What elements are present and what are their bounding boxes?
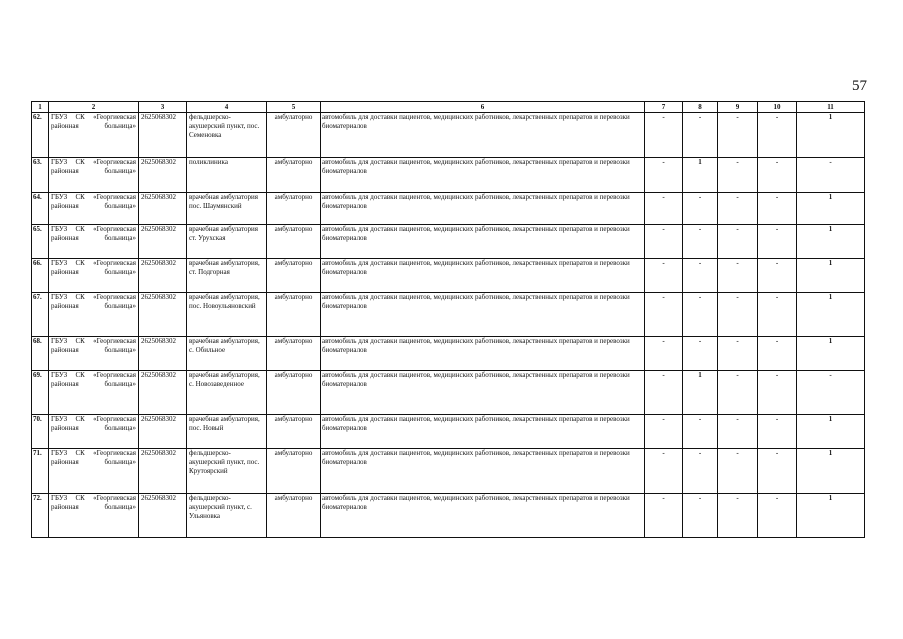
value-cell-7: - [645, 337, 683, 371]
vehicle-type-cell: автомобиль для доставки пациентов, медицинских работников, лекарственных препаратов и перевозки биоматериалов [321, 113, 645, 158]
care-mode-cell: амбулаторно [267, 415, 321, 449]
value-cell-9: - [718, 494, 758, 538]
inn-code-cell: 2625068302 [139, 113, 187, 158]
facility-cell: врачебная амбулатория, пос. Новоульяновский [187, 293, 267, 337]
value-cell-7: - [645, 293, 683, 337]
header-row [32, 102, 865, 113]
value-cell-7: - [645, 415, 683, 449]
inn-code-cell: 2625068302 [139, 225, 187, 259]
row-number-cell: 70. [32, 415, 49, 449]
column-header: 9 [718, 102, 758, 113]
value-cell-10: - [758, 113, 797, 158]
value-cell-7: - [645, 494, 683, 538]
value-cell-10: - [758, 449, 797, 494]
vehicle-allocation-table [31, 101, 865, 538]
value-cell-8: - [683, 293, 718, 337]
value-cell-11: 1 [797, 449, 865, 494]
value-cell-11: 1 [797, 113, 865, 158]
value-cell-11: 1 [797, 225, 865, 259]
value-cell-7: - [645, 225, 683, 259]
table-row [32, 494, 865, 538]
care-mode-cell: амбулаторно [267, 225, 321, 259]
organization-cell: ГБУЗ СК «Георгиевская районная больница» [49, 225, 139, 259]
care-mode-cell: амбулаторно [267, 449, 321, 494]
value-cell-9: - [718, 113, 758, 158]
facility-cell: врачебная амбулатория, с. Новозаведенное [187, 371, 267, 415]
value-cell-8: - [683, 113, 718, 158]
value-cell-8: 1 [683, 158, 718, 193]
column-header: 10 [758, 102, 797, 113]
value-cell-10: - [758, 415, 797, 449]
care-mode-cell: амбулаторно [267, 158, 321, 193]
value-cell-10: - [758, 193, 797, 225]
value-cell-9: - [718, 158, 758, 193]
facility-cell: врачебная амбулатория, с. Обильное [187, 337, 267, 371]
inn-code-cell: 2625068302 [139, 259, 187, 293]
table-row [32, 113, 865, 158]
value-cell-11: 1 [797, 415, 865, 449]
value-cell-7: - [645, 158, 683, 193]
row-number-cell: 68. [32, 337, 49, 371]
care-mode-cell: амбулаторно [267, 259, 321, 293]
vehicle-type-cell: автомобиль для доставки пациентов, медицинских работников, лекарственных препаратов и перевозки биоматериалов [321, 371, 645, 415]
vehicle-type-cell: автомобиль для доставки пациентов, медицинских работников, лекарственных препаратов и перевозки биоматериалов [321, 259, 645, 293]
organization-cell: ГБУЗ СК «Георгиевская районная больница» [49, 293, 139, 337]
value-cell-9: - [718, 371, 758, 415]
inn-code-cell: 2625068302 [139, 494, 187, 538]
care-mode-cell: амбулаторно [267, 337, 321, 371]
value-cell-9: - [718, 293, 758, 337]
table-row [32, 293, 865, 337]
row-number-cell: 62. [32, 113, 49, 158]
table-row [32, 259, 865, 293]
value-cell-8: - [683, 337, 718, 371]
column-header: 2 [49, 102, 139, 113]
facility-cell: врачебная амбулатория, ст. Подгорная [187, 259, 267, 293]
inn-code-cell: 2625068302 [139, 371, 187, 415]
facility-cell: врачебная амбулатория пос. Шаумянский [187, 193, 267, 225]
table-row [32, 193, 865, 225]
organization-cell: ГБУЗ СК «Георгиевская районная больница» [49, 449, 139, 494]
vehicle-type-cell: автомобиль для доставки пациентов, медицинских работников, лекарственных препаратов и перевозки биоматериалов [321, 193, 645, 225]
facility-cell: фельдшерско-акушерский пункт, пос. Крутоярский [187, 449, 267, 494]
column-header: 11 [797, 102, 865, 113]
value-cell-10: - [758, 293, 797, 337]
care-mode-cell: амбулаторно [267, 371, 321, 415]
row-number-cell: 64. [32, 193, 49, 225]
value-cell-8: 1 [683, 371, 718, 415]
column-header: 8 [683, 102, 718, 113]
vehicle-type-cell: автомобиль для доставки пациентов, медицинских работников, лекарственных препаратов и перевозки биоматериалов [321, 293, 645, 337]
vehicle-type-cell: автомобиль для доставки пациентов, медицинских работников, лекарственных препаратов и перевозки биоматериалов [321, 494, 645, 538]
inn-code-cell: 2625068302 [139, 415, 187, 449]
organization-cell: ГБУЗ СК «Георгиевская районная больница» [49, 337, 139, 371]
value-cell-8: - [683, 193, 718, 225]
care-mode-cell: амбулаторно [267, 193, 321, 225]
organization-cell: ГБУЗ СК «Георгиевская районная больница» [49, 113, 139, 158]
value-cell-11: 1 [797, 259, 865, 293]
value-cell-8: - [683, 415, 718, 449]
care-mode-cell: амбулаторно [267, 293, 321, 337]
facility-cell: фельдшерско-акушерский пункт, пос. Семеновка [187, 113, 267, 158]
facility-cell: поликлиника [187, 158, 267, 193]
value-cell-9: - [718, 415, 758, 449]
facility-cell: врачебная амбулатория, пос. Новый [187, 415, 267, 449]
column-header: 3 [139, 102, 187, 113]
column-header: 1 [32, 102, 49, 113]
value-cell-11: 1 [797, 193, 865, 225]
value-cell-9: - [718, 193, 758, 225]
column-header: 4 [187, 102, 267, 113]
inn-code-cell: 2625068302 [139, 193, 187, 225]
care-mode-cell: амбулаторно [267, 113, 321, 158]
value-cell-9: - [718, 259, 758, 293]
table-row [32, 158, 865, 193]
row-number-cell: 63. [32, 158, 49, 193]
value-cell-7: - [645, 371, 683, 415]
organization-cell: ГБУЗ СК «Георгиевская районная больница» [49, 193, 139, 225]
value-cell-11: 1 [797, 337, 865, 371]
row-number-cell: 69. [32, 371, 49, 415]
organization-cell: ГБУЗ СК «Георгиевская районная больница» [49, 371, 139, 415]
page-number: 57 [852, 78, 867, 94]
row-number-cell: 67. [32, 293, 49, 337]
row-number-cell: 66. [32, 259, 49, 293]
value-cell-10: - [758, 494, 797, 538]
value-cell-10: - [758, 337, 797, 371]
facility-cell: фельдшерско-акушерский пункт, с. Ульяновка [187, 494, 267, 538]
value-cell-8: - [683, 449, 718, 494]
organization-cell: ГБУЗ СК «Георгиевская районная больница» [49, 259, 139, 293]
inn-code-cell: 2625068302 [139, 158, 187, 193]
vehicle-type-cell: автомобиль для доставки пациентов, медицинских работников, лекарственных препаратов и перевозки биоматериалов [321, 337, 645, 371]
inn-code-cell: 2625068302 [139, 449, 187, 494]
value-cell-10: - [758, 259, 797, 293]
value-cell-11: 1 [797, 293, 865, 337]
value-cell-8: - [683, 259, 718, 293]
row-number-cell: 71. [32, 449, 49, 494]
value-cell-10: - [758, 371, 797, 415]
row-number-cell: 72. [32, 494, 49, 538]
vehicle-type-cell: автомобиль для доставки пациентов, медицинских работников, лекарственных препаратов и перевозки биоматериалов [321, 449, 645, 494]
table-row [32, 337, 865, 371]
vehicle-type-cell: автомобиль для доставки пациентов, медицинских работников, лекарственных препаратов и перевозки биоматериалов [321, 158, 645, 193]
inn-code-cell: 2625068302 [139, 293, 187, 337]
table-row [32, 225, 865, 259]
vehicle-type-cell: автомобиль для доставки пациентов, медицинских работников, лекарственных препаратов и перевозки биоматериалов [321, 225, 645, 259]
value-cell-9: - [718, 225, 758, 259]
value-cell-11: - [797, 371, 865, 415]
table-row [32, 415, 865, 449]
table-row [32, 449, 865, 494]
value-cell-8: - [683, 494, 718, 538]
organization-cell: ГБУЗ СК «Георгиевская районная больница» [49, 494, 139, 538]
facility-cell: врачебная амбулатория ст. Урухская [187, 225, 267, 259]
vehicle-type-cell: автомобиль для доставки пациентов, медицинских работников, лекарственных препаратов и перевозки биоматериалов [321, 415, 645, 449]
row-number-cell: 65. [32, 225, 49, 259]
value-cell-10: - [758, 225, 797, 259]
value-cell-9: - [718, 449, 758, 494]
organization-cell: ГБУЗ СК «Георгиевская районная больница» [49, 158, 139, 193]
column-header: 7 [645, 102, 683, 113]
value-cell-7: - [645, 259, 683, 293]
care-mode-cell: амбулаторно [267, 494, 321, 538]
column-header: 5 [267, 102, 321, 113]
value-cell-7: - [645, 449, 683, 494]
column-header: 6 [321, 102, 645, 113]
inn-code-cell: 2625068302 [139, 337, 187, 371]
organization-cell: ГБУЗ СК «Георгиевская районная больница» [49, 415, 139, 449]
value-cell-7: - [645, 113, 683, 158]
table-row [32, 371, 865, 415]
value-cell-11: 1 [797, 494, 865, 538]
value-cell-8: - [683, 225, 718, 259]
value-cell-7: - [645, 193, 683, 225]
value-cell-9: - [718, 337, 758, 371]
value-cell-10: - [758, 158, 797, 193]
value-cell-11: - [797, 158, 865, 193]
